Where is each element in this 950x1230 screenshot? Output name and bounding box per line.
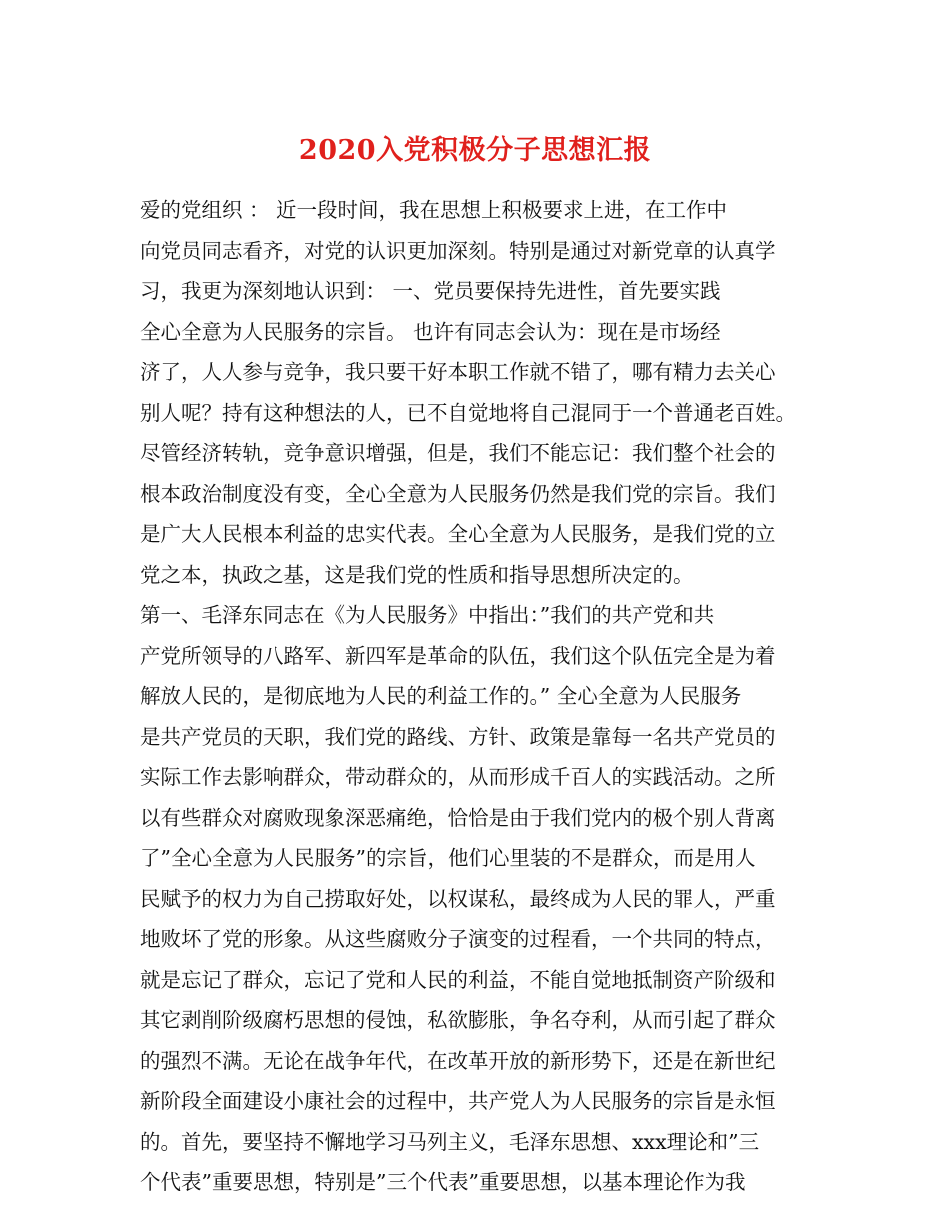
body-line: 济了，人人参与竞争，我只要干好本职工作就不错了，哪有精力去关心 — [140, 360, 776, 384]
document-body — [140, 190, 830, 1203]
body-line: 是共产党员的天职，我们党的路线、方针、政策是靠每一名共产党员的 — [140, 724, 776, 749]
body-line: 其它剥削阶级腐朽思想的侵蚀，私欲膨胀，争名夺利，从而引起了群众 — [140, 1008, 776, 1032]
body-line: 第一、毛泽东同志在《为人民服务》中指出：”我们的共产党和共 — [140, 603, 715, 627]
body-line: 尽管经济转轨，竞争意识增强，但是，我们不能忘记：我们整个社会的 — [140, 441, 776, 465]
body-line: 就是忘记了群众，忘记了党和人民的利益，不能自觉地抵制资产阶级和 — [140, 967, 776, 992]
body-line: 新阶段全面建设小康社会的过程中，共产党人为人民服务的宗旨是永恒 — [140, 1089, 776, 1113]
body-line: 向党员同志看齐，对党的认识更加深刻。特别是通过对新党章的认真学 — [140, 238, 776, 263]
body-line: 个代表”重要思想，特别是”三个代表”重要思想，以基本理论作为我 — [140, 1170, 746, 1194]
body-line: 的强烈不满。无论在战争年代，在改革开放的新形势下，还是在新世纪 — [140, 1048, 776, 1073]
body-line: 的。首先，要坚持不懈地学习马列主义，毛泽东思想、xxx理论和”三 — [140, 1129, 760, 1154]
body-line: 解放人民的，是彻底地为人民的利益工作的。” 全心全意为人民服务 — [140, 684, 742, 708]
body-line: 习，我更为深刻地认识到： 一、党员要保持先进性，首先要实践 — [140, 279, 721, 303]
body-line: 产党所领导的八路军、新四军是革命的队伍，我们这个队伍完全是为着 — [140, 643, 776, 668]
body-line: 实际工作去影响群众，带动群众的，从而形成千百人的实践活动。之所 — [140, 765, 776, 789]
document-title: 2020入党积极分子思想汇报 — [298, 135, 652, 166]
body-line: 根本政治制度没有变，全心全意为人民服务仍然是我们党的宗旨。我们 — [140, 481, 776, 506]
body-line: 地败坏了党的形象。从这些腐败分子演变的过程看，一个共同的特点， — [140, 927, 776, 951]
body-line: 党之本，执政之基，这是我们党的性质和指导思想所决定的。 — [140, 562, 694, 587]
body-line: 以有些群众对腐败现象深恶痛绝，恰恰是由于我们党内的极个别人背离 — [140, 805, 776, 830]
body-line: 全心全意为人民服务的宗旨。 也许有同志会认为：现在是市场经 — [140, 319, 721, 344]
body-line: 别人呢？持有这种想法的人，已不自觉地将自己混同于一个普通老百姓。 — [140, 400, 796, 425]
body-line: 是广大人民根本利益的忠实代表。全心全意为人民服务，是我们党的立 — [140, 522, 776, 546]
body-line: 了”全心全意为人民服务”的宗旨，他们心里装的不是群众，而是用人 — [140, 846, 756, 870]
body-line: 爱的党组织 ： 近一段时间，我在思想上积极要求上进，在工作中 — [140, 198, 728, 222]
body-line: 民赋予的权力为自己捞取好处，以权谋私，最终成为人民的罪人，严重 — [140, 886, 776, 911]
